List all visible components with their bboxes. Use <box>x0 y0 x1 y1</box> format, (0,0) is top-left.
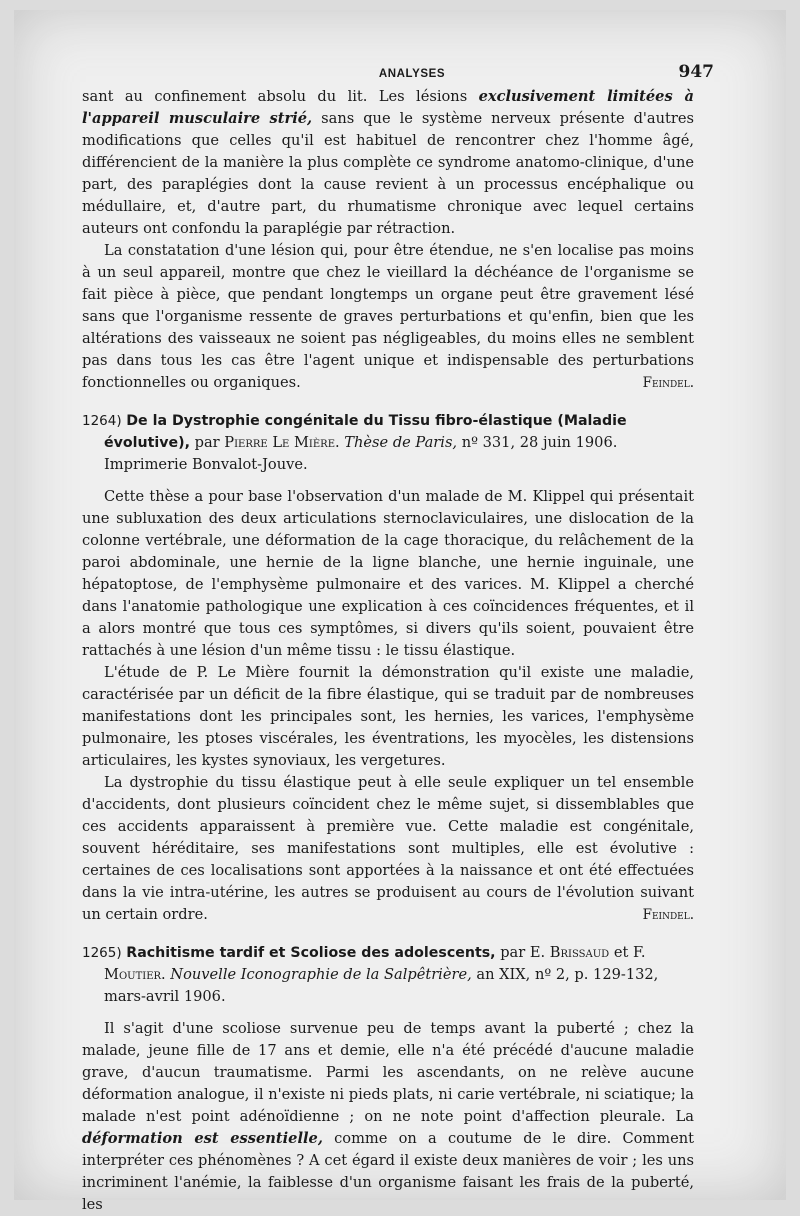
text-run: par <box>495 944 530 961</box>
emphasis-text: exclusivement limitées à l'appareil musculaire strié, <box>82 88 694 127</box>
entry-title: De la Dystrophie congénitale du Tissu fibro-élastique (Maladie évolutive), <box>104 413 627 451</box>
emphasis-text: déformation est essentielle, <box>82 1130 323 1147</box>
author-signature: Feindel. <box>642 375 694 391</box>
text-run: et <box>609 944 633 961</box>
entry-author: F. Moutier. <box>104 944 646 983</box>
entry-number: 1264) <box>82 413 122 429</box>
text-run: La constatation d'une lésion qui, pour être étendue, ne s'en localise pas moins à un seul appareil, montre que chez le vieillard la déchéance de l'organisme se fait pièce à pièce, que pendant longtemps un organe peut être gravement lésé sans que l'organisme ressente de graves perturbations et qu'enfin, bien que les altérations des vaisseaux ne soient pas négligeables, du moins elles ne semblent pas dans tous les cas être l'agent unique et indispensable des perturbations fonctionnelles ou organiques. <box>82 242 694 391</box>
text-run: L'étude de P. Le Mière fournit la démonstration qu'il existe une maladie, caractérisée par un déficit de la fibre élastique, qui se traduit par de nombreuses manifestations dont les principales sont, les hernies, les varices, l'emphysème pulmonaire, les ptoses viscérales, les éventrations, les myocèles, les distensions articulaires, les kystes synoviaux, les vergetures. <box>82 664 694 769</box>
entry-author: Pierre Le Mière. <box>224 434 340 451</box>
text-run: Cette thèse a pour base l'observation d'un malade de M. Klippel qui présentait une subluxation des deux articulations sternoclaviculaires, une dislocation de la colonne vertébrale, une déformation de la cage thoracique, du relâchement de la paroi abdominale, une hernie de la ligne blanche, une hernie inguinale, une hépatoptose, de l'emphysème pulmonaire et des varices. <box>82 488 694 593</box>
text-run: par <box>189 434 225 451</box>
paragraph-lesion-observation <box>82 240 694 394</box>
text-run: sant au confinement absolu du lit. Les lésions <box>82 88 479 105</box>
entry-1264-heading <box>82 410 694 476</box>
paragraph-dystrophy-explanation <box>82 772 694 926</box>
text-run: Il s'agit d'une scoliose survenue peu de temps avant la puberté ; chez la malade, jeune fille de 17 ans et demie, elle n'a été précédé d'aucune maladie grave, d'aucun traumatisme. Parmi les ascendants, on ne relève aucune déformation analogue, il n'existe ni pieds plats, ni carie vertébrale, ni sciatique; la malade n'est point adénoïdienne ; on ne note point d'affection pleurale. La <box>82 1020 694 1125</box>
page-body <box>82 86 694 1216</box>
entry-title: Rachitisme tardif et Scoliose des adolescents, <box>126 945 496 961</box>
entry-1265-heading <box>82 942 694 1008</box>
paragraph-thesis-basis <box>82 486 694 662</box>
page-header <box>110 60 714 84</box>
text-run: sans que le système nerveux présente d'autres modifications que celles qu'il est habituel de rencontrer chez l'homme âgé, différencient de la manière la plus complète ce syndrome anatomo-clinique, d'une part, des paraplégies dont la cause revient à un processus encéphalique ou médullaire, et, d'autre part, du rhumatisme chronique avec lequel certains auteurs ont confondu la paraplégie par rétraction. <box>82 110 694 237</box>
paragraph-paraplegia-continued <box>82 86 694 240</box>
text-run: La dystrophie du tissu élastique peut à elle seule expliquer un tel ensemble d'accidents, dont plusieurs coïncident chez le même sujet, si dissemblables que ces accidents apparaissent à première vue. Cette maladie est congénitale, souvent héréditaire, ses manifestations sont multiples, elle est évolutive : certaines de ces localisations sont apportées à la naissance et ont été effectuées dans la vie intra-utérine, les autres se produisent au cours de l'évolution suivant un certain ordre. <box>82 774 694 923</box>
entry-details: an XIX, nº 2, p. 129-132, mars-avril 1906. <box>104 966 659 1005</box>
running-title: ANALYSES <box>378 68 446 80</box>
text-run: Klippel a cherché dans l'anatomie pathologique une explication à ces coïncidences fréquentes, et il a alors montré que tous ces symptômes, si divers qu'ils soient, pouvaient être rattachés à une lésion d'un même tissu : le tissu élastique. <box>82 576 694 659</box>
entry-source: Thèse de Paris, <box>339 434 458 451</box>
entry-number: 1265) <box>82 945 122 961</box>
text-run: M. <box>530 576 550 593</box>
entry-source: Nouvelle Iconographie de la Salpêtrière, <box>165 966 472 983</box>
page-number: 947 <box>678 62 714 82</box>
paragraph-le-miere-study <box>82 662 694 772</box>
author-signature: Feindel. <box>642 907 694 923</box>
paragraph-scoliosis-case <box>82 1018 694 1216</box>
text-run: comme on a coutume de le dire. Comment interpréter ces phénomènes ? A cet égard il existe deux manières de voir ; les uns incriminent l'anémie, la faiblesse d'un organisme faisant les frais de la puberté, les <box>82 1130 694 1213</box>
entry-details: nº 331, 28 juin 1906. Imprimerie Bonvalot-Jouve. <box>104 434 618 473</box>
entry-author: E. Brissaud <box>529 944 610 961</box>
